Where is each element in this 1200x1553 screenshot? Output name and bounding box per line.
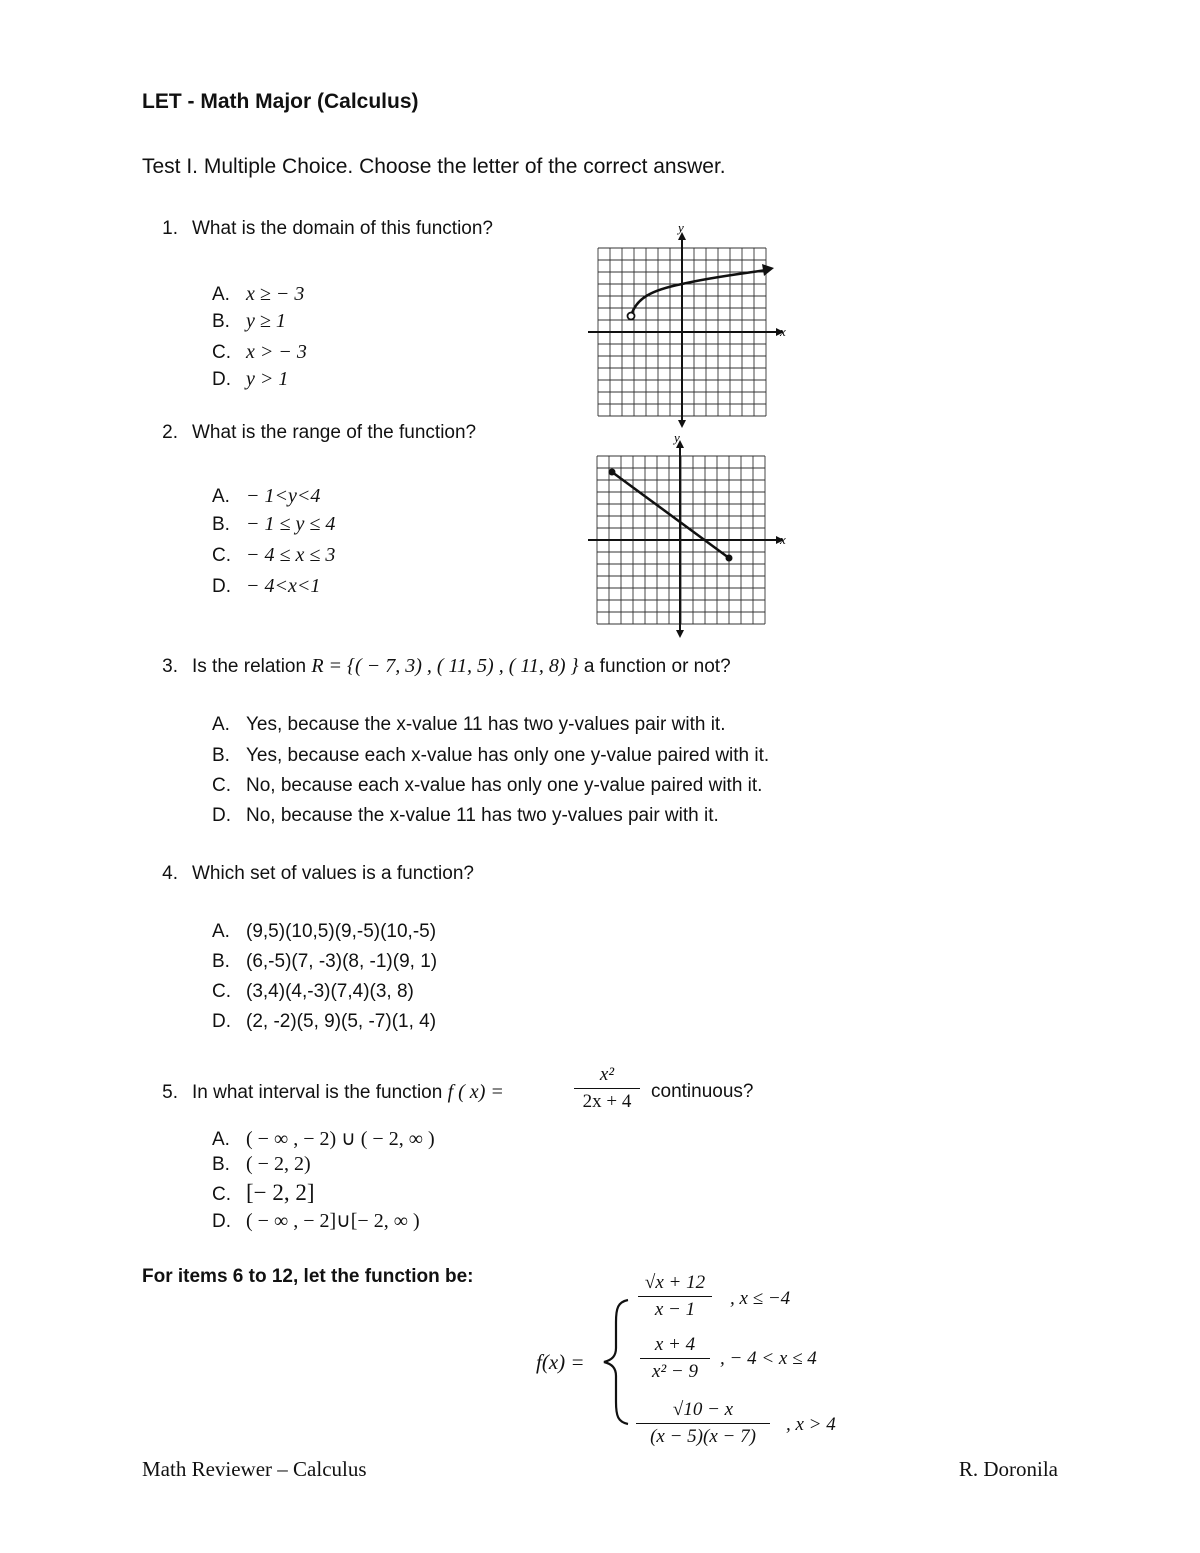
curve-arrow (762, 264, 774, 276)
fraction-denominator: 2x + 4 (582, 1091, 632, 1112)
piece-3-numerator: √10 − x (672, 1399, 734, 1420)
option-1a (212, 283, 304, 306)
option-math: [− 2, 2] (246, 1180, 315, 1205)
question-text: Which set of values is a function? (192, 863, 474, 884)
option-letter: B. (212, 745, 230, 766)
option-letter: D. (212, 369, 231, 390)
option-letter: B. (212, 311, 230, 332)
piece-3-fraction (636, 1397, 770, 1450)
question-text: What is the domain of this function? (192, 218, 493, 239)
option-2c (212, 544, 335, 567)
question-number: 4. (162, 863, 178, 884)
fraction-numerator: x² (599, 1064, 615, 1085)
option-letter: C. (212, 775, 231, 796)
option-math: x > − 3 (246, 341, 307, 363)
question-5 (142, 1081, 504, 1104)
question-1 (142, 218, 493, 240)
option-letter: C. (212, 545, 231, 566)
question-number: 1. (162, 218, 178, 239)
question-3 (142, 655, 731, 678)
function-curve (631, 270, 766, 316)
option-text: No, because each x-value has only one y-value paired with it. (246, 775, 763, 796)
option-text: Yes, because the x-value 11 has two y-values pair with it. (246, 714, 726, 735)
open-endpoint (628, 313, 635, 320)
question-text-end: a function or not? (578, 656, 731, 677)
question-number: 2. (162, 422, 178, 443)
function-segment (612, 472, 729, 558)
option-3c (212, 775, 762, 797)
option-3b (212, 745, 769, 767)
piece-2-numerator: x + 4 (654, 1334, 696, 1355)
y-axis-arrow-down (676, 630, 684, 638)
option-text: Yes, because each x-value has only one y-value paired with it. (246, 745, 770, 766)
option-4b (212, 951, 437, 973)
option-5b (212, 1153, 311, 1176)
option-letter: D. (212, 1011, 231, 1032)
footer-left: Math Reviewer – Calculus (142, 1457, 367, 1481)
option-letter: C. (212, 1184, 231, 1205)
option-3d (212, 805, 719, 827)
piece-1-numerator: √x + 12 (644, 1272, 706, 1293)
option-3a (212, 714, 725, 736)
closed-endpoint-left (609, 469, 616, 476)
option-letter: A. (212, 486, 230, 507)
option-math: ( − ∞ , − 2) ∪ ( − 2, ∞ ) (246, 1128, 435, 1150)
relation-math: R = {( − 7, 3) , ( 11, 5) , ( 11, 8) } (311, 655, 579, 677)
page-title: LET - Math Major (Calculus) (142, 90, 419, 113)
option-text: (2, -2)(5, 9)(5, -7)(1, 4) (246, 1011, 437, 1032)
option-math: y > 1 (246, 368, 289, 390)
y-axis-label: y (674, 430, 680, 445)
x-axis-label: x (780, 532, 786, 547)
option-1b (212, 310, 286, 333)
option-1c (212, 341, 307, 364)
option-text: No, because the x-value 11 has two y-values pair with it. (246, 805, 719, 826)
question-text: In what interval is the function (192, 1082, 448, 1103)
closed-endpoint-right (726, 555, 733, 562)
option-text: (6,-5)(7, -3)(8, -1)(9, 1) (246, 951, 438, 972)
piece-2-fraction (640, 1332, 710, 1385)
question-number: 5. (162, 1082, 178, 1103)
function-fraction (574, 1062, 640, 1115)
piece-1-fraction (638, 1270, 712, 1323)
piece-1-denominator: x − 1 (654, 1299, 696, 1320)
option-2a (212, 485, 320, 508)
option-text: (3,4)(4,-3)(7,4)(3, 8) (246, 981, 414, 1002)
option-letter: B. (212, 951, 230, 972)
piecewise-intro: For items 6 to 12, let the function be: (142, 1266, 474, 1287)
option-math: − 4 ≤ x ≤ 3 (246, 544, 336, 566)
option-letter: A. (212, 1129, 230, 1150)
option-math: − 4<x<1 (246, 575, 321, 597)
option-text: (9,5)(10,5)(9,-5)(10,-5) (246, 921, 437, 942)
test-instructions: Test I. Multiple Choice. Choose the letter of the correct answer. (142, 155, 726, 178)
question-4 (142, 863, 474, 885)
option-4c (212, 981, 414, 1003)
question-number: 3. (162, 656, 178, 677)
option-2d (212, 575, 320, 598)
option-letter: D. (212, 576, 231, 597)
option-4d (212, 1011, 436, 1033)
option-math: − 1<y<4 (246, 485, 321, 507)
option-1d (212, 368, 288, 391)
piece-2-condition: , − 4 < x ≤ 4 (720, 1348, 817, 1369)
option-math: x ≥ − 3 (246, 283, 305, 305)
footer-right: R. Doronila (958, 1457, 1058, 1481)
option-5a (212, 1126, 435, 1151)
option-5c (212, 1180, 315, 1206)
piecewise-lhs: f(x) = (536, 1350, 585, 1374)
option-5d (212, 1208, 420, 1233)
piece-3-denominator: (x − 5)(x − 7) (650, 1426, 756, 1447)
option-letter: A. (212, 714, 230, 735)
y-axis-label: y (678, 222, 684, 235)
left-brace-icon (600, 1298, 636, 1426)
option-letter: A. (212, 921, 230, 942)
option-math: ( − ∞ , − 2]∪[− 2, ∞ ) (246, 1210, 420, 1232)
x-axis-label: x (780, 324, 786, 339)
function-lhs: f ( x) = (447, 1081, 504, 1103)
question-text-end: continuous? (651, 1081, 754, 1102)
y-axis-arrow-down (678, 420, 686, 428)
piece-3-condition: , x > 4 (786, 1414, 836, 1435)
option-2b (212, 513, 335, 536)
question-2 (142, 422, 476, 444)
option-letter: C. (212, 342, 231, 363)
option-4a (212, 921, 436, 943)
option-letter: B. (212, 1154, 230, 1175)
option-letter: C. (212, 981, 231, 1002)
option-math: − 1 ≤ y ≤ 4 (246, 513, 336, 535)
question-text: What is the range of the function? (192, 422, 477, 443)
option-math: ( − 2, 2) (246, 1153, 311, 1175)
piece-2-denominator: x² − 9 (652, 1361, 698, 1382)
option-letter: B. (212, 514, 230, 535)
option-letter: A. (212, 284, 230, 305)
option-math: y ≥ 1 (246, 310, 286, 332)
piece-1-condition: , x ≤ −4 (730, 1288, 791, 1309)
graph-domain-function (580, 222, 790, 428)
question-text: Is the relation (192, 656, 312, 677)
option-letter: D. (212, 805, 231, 826)
graph-range-function (580, 430, 790, 638)
option-letter: D. (212, 1211, 231, 1232)
